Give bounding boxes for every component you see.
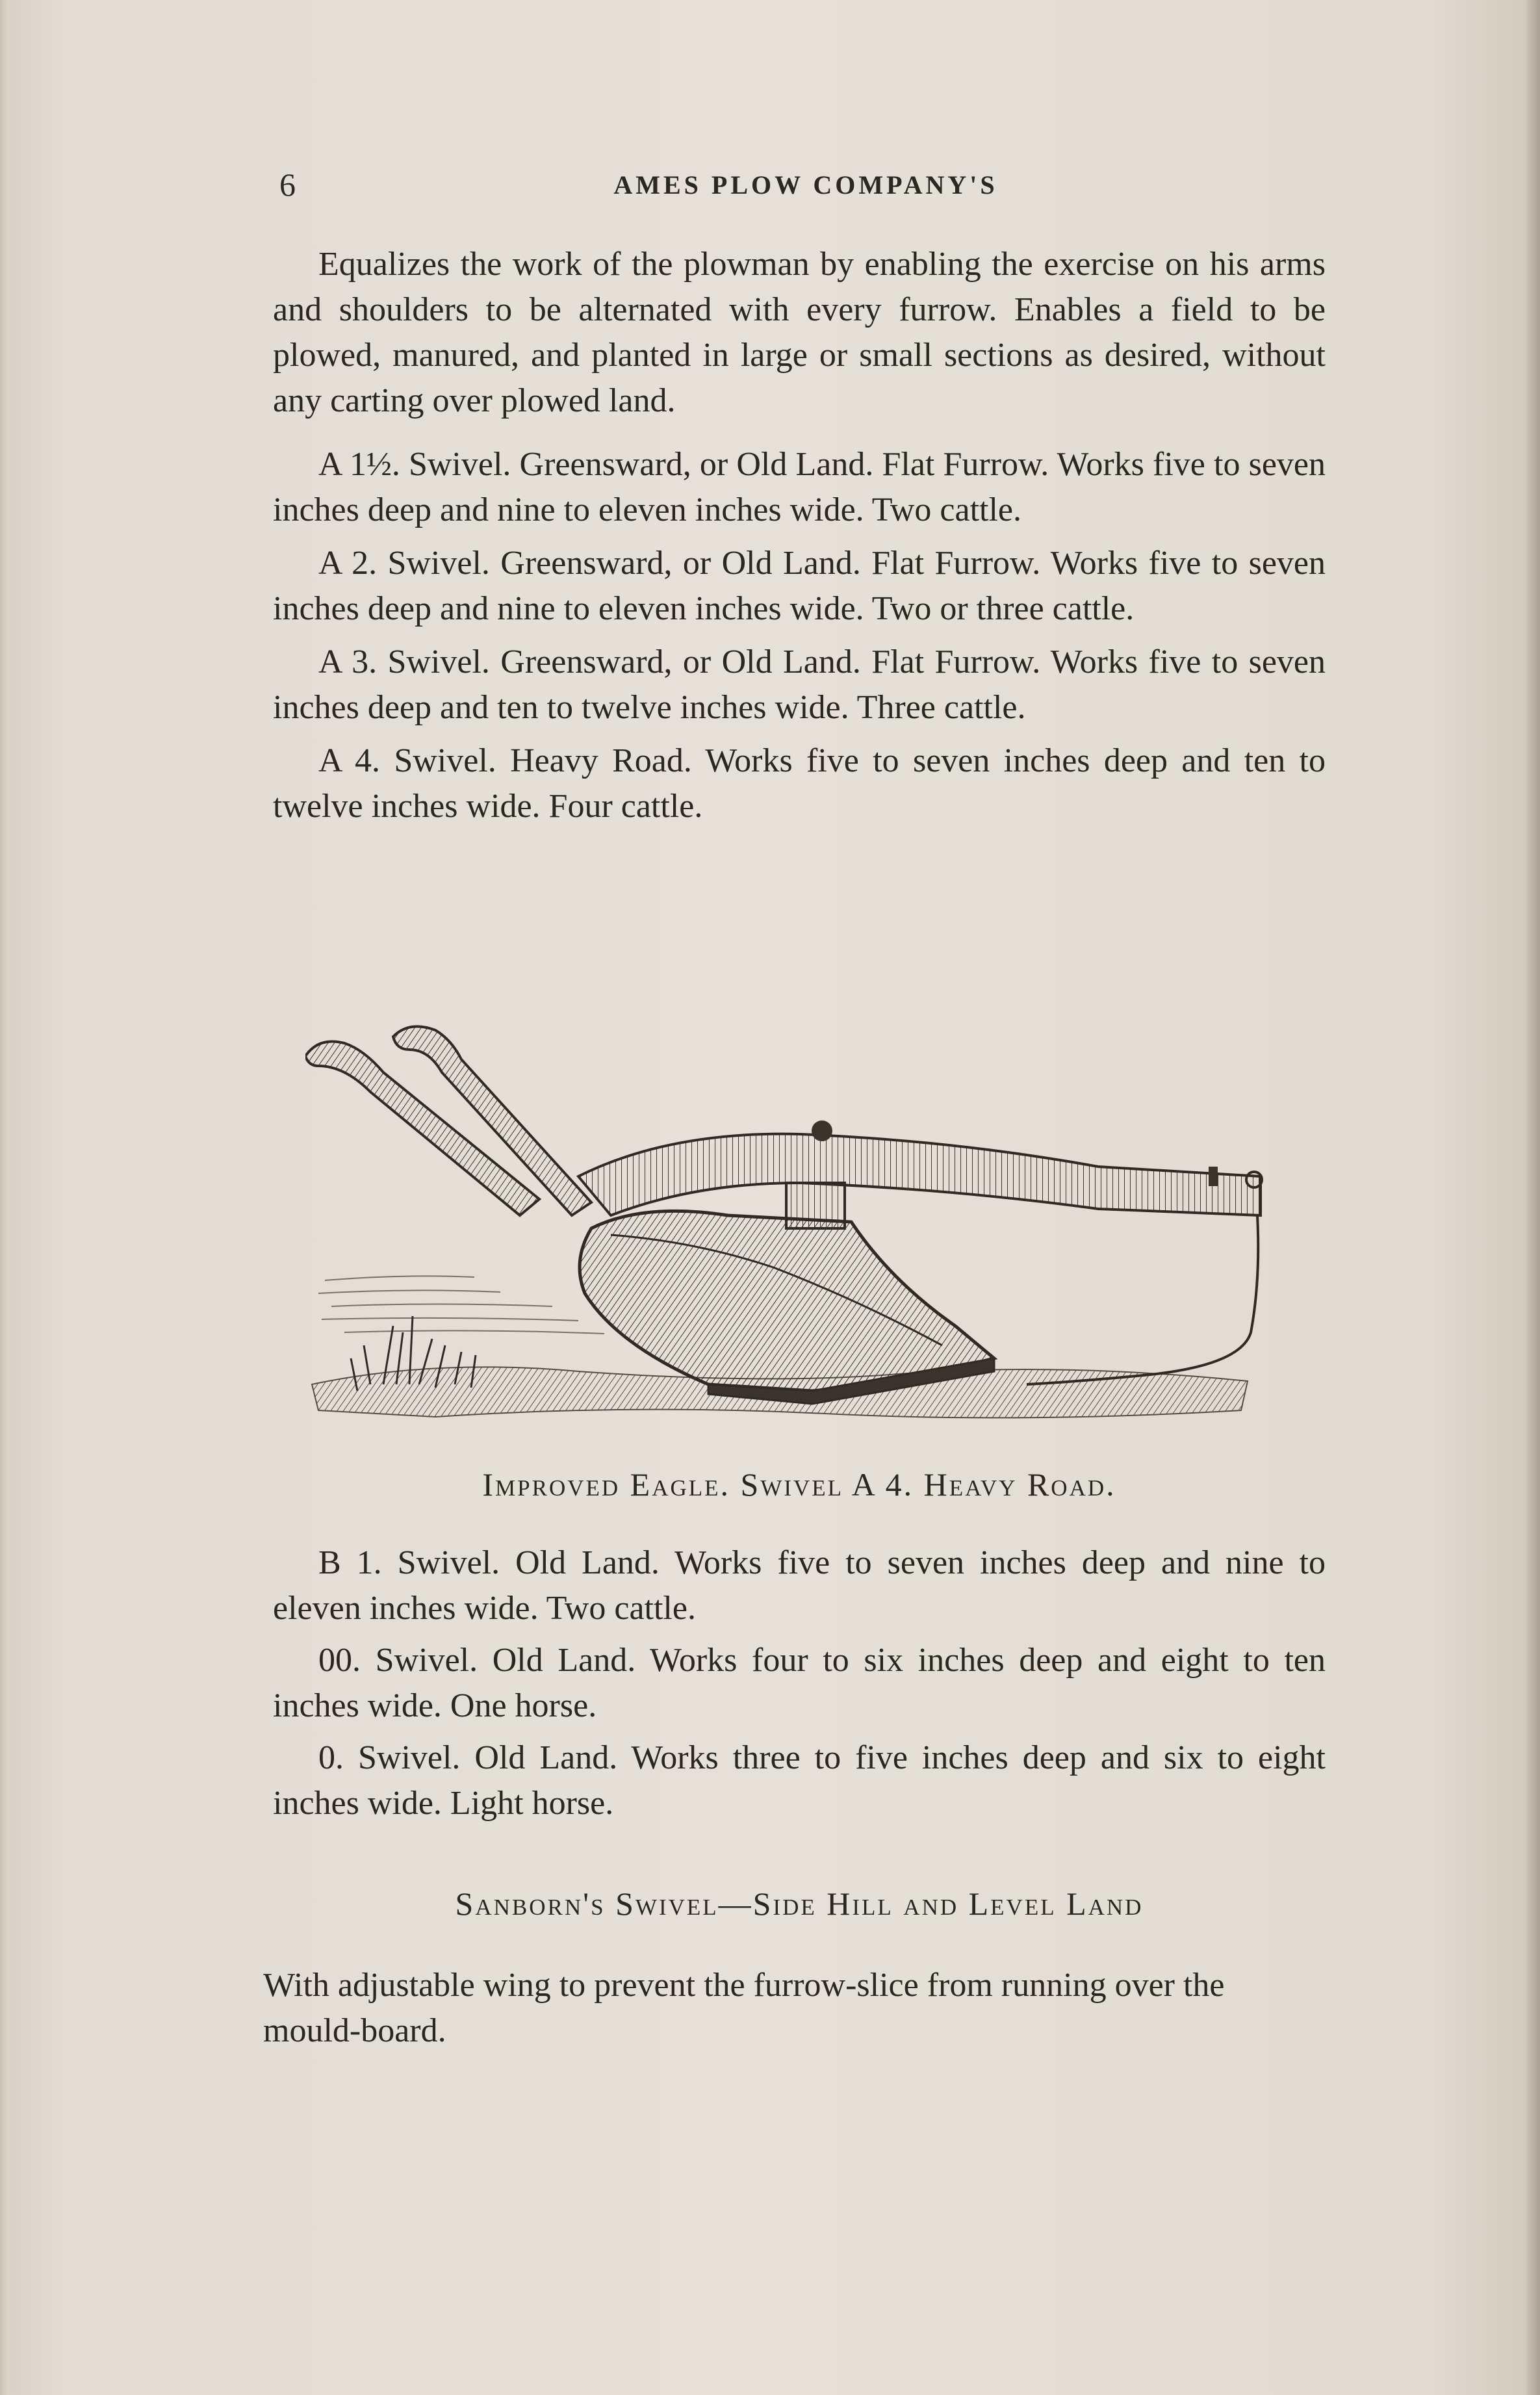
model-entry-b1: B 1. Swivel. Old Land. Works five to seven inches deep and nine to eleven inches wide. Two cattle.: [273, 1544, 1326, 1627]
page-left-edge: [0, 0, 9, 2395]
model-list-a: [273, 442, 1326, 837]
running-head-title: AMES PLOW COMPANY'S: [613, 170, 998, 200]
intro-paragraph: [273, 242, 1326, 424]
section-paragraph: [263, 1963, 1316, 2054]
model-entry-0: 0. Swivel. Old Land. Works three to five inches deep and six to eight inches wide. Light horse.: [273, 1739, 1326, 1822]
plow-engraving: [305, 1020, 1293, 1462]
running-head: [279, 166, 1332, 205]
model-list-b: [273, 1540, 1326, 1833]
intro-text: Equalizes the work of the plowman by enabling the exercise on his arms and shoulders to be alternated with every furrow. Enables a field to be plowed, manured, and planted in large or small sections as desired, without any carting over plowed land.: [273, 246, 1326, 419]
model-entry-a1-5: A 1½. Swivel. Greensward, or Old Land. Flat Furrow. Works five to seven inches deep and nine to eleven inches wide. Two cattle.: [273, 446, 1326, 528]
model-entry-00: 00. Swivel. Old Land. Works four to six inches deep and eight to ten inches wide. One horse.: [273, 1642, 1326, 1724]
model-entry-a3: A 3. Swivel. Greensward, or Old Land. Flat Furrow. Works five to seven inches deep and ten to twelve inches wide. Three cattle.: [273, 643, 1326, 726]
page-number: 6: [279, 166, 296, 203]
page-right-edge: [1526, 0, 1540, 2395]
figure-caption: Improved Eagle. Swivel A 4. Heavy Road.: [482, 1466, 1116, 1503]
section-text: With adjustable wing to prevent the furrow-slice from running over the mould-board.: [263, 1967, 1225, 2049]
model-entry-a2: A 2. Swivel. Greensward, or Old Land. Flat Furrow. Works five to seven inches deep and nine to eleven inches wide. Two or three cattle.: [273, 545, 1326, 627]
model-entry-a4: A 4. Swivel. Heavy Road. Works five to seven inches deep and ten to twelve inches wide. Four cattle.: [273, 742, 1326, 825]
section-heading: Sanborn's Swivel—Side Hill and Level Land: [455, 1885, 1144, 1922]
